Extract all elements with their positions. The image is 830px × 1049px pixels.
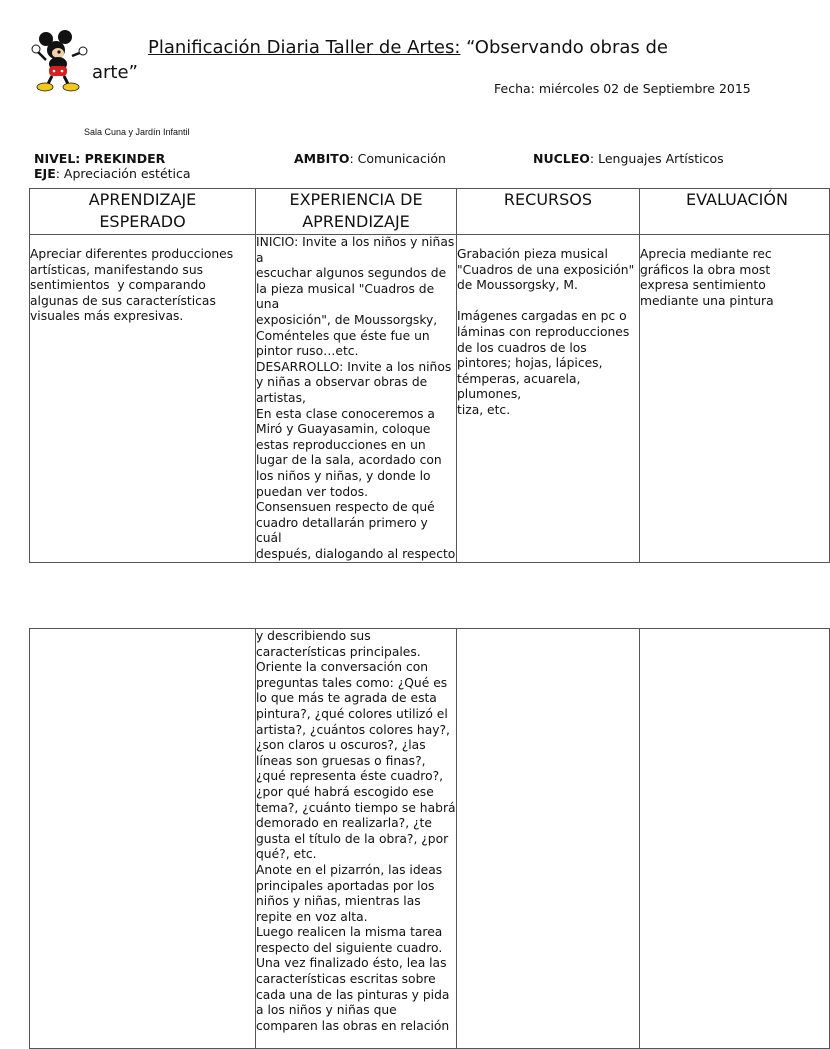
planning-table-page-1 — [29, 188, 830, 563]
evaluacion-cell-continued — [640, 629, 830, 1049]
recursos-cell-continued — [457, 629, 640, 1049]
eje-value: : Apreciación estética — [55, 166, 191, 181]
title-underlined: Planificación Diaria Taller de Artes: — [148, 37, 461, 58]
ambito-field — [294, 151, 446, 166]
table-row — [30, 235, 830, 563]
nucleo-field — [533, 151, 724, 166]
table-row — [30, 629, 830, 1049]
title-rest: “Observando obras de — [460, 37, 668, 58]
nivel-field — [34, 151, 165, 166]
ambito-label: AMBITO — [294, 151, 350, 166]
header-recursos: RECURSOS — [457, 189, 640, 235]
header-aprendizaje-esperado: APRENDIZAJE ESPERADO — [30, 189, 256, 235]
eje-label: EJE — [34, 166, 56, 181]
aprendizaje-cell-continued — [30, 629, 256, 1049]
eje-field — [34, 166, 191, 181]
nucleo-label: NUCLEO — [533, 151, 590, 166]
ambito-value: : Comunicación — [349, 151, 446, 166]
header-experiencia-aprendizaje: EXPERIENCIA DE APRENDIZAJE — [256, 189, 457, 235]
planning-table-page-2 — [29, 628, 830, 1049]
experiencia-cell: INICIO: Invite a los niños y niñas a escuchar algunos segundos de la pieza musical "Cuadros de una exposición", de Moussorgsky, Coménteles que éste fue un pintor ruso…etc. DESARROLLO: Invite a los niños y niñas a observar obras de artistas, En esta clase conoceremos a Miró y Guayasamin, coloque estas reproducciones en un lugar de la sala, acordado con los niños y niñas, y donde lo puedan ver todos. Consensuen respecto de qué cuadro detallarán primero y cuál después, dialogando al respecto — [256, 235, 457, 563]
evaluacion-cell: Aprecia mediante rec gráficos la obra most expresa sentimiento mediante una pintura — [640, 235, 830, 563]
institution-label: Sala Cuna y Jardín Infantil — [84, 127, 190, 137]
experiencia-cell-continued: y describiendo sus características principales. Oriente la conversación con preguntas tales como: ¿Qué es lo que más te agrada de esta pintura?, ¿qué colores utilizó el artista?, ¿cuántos colores hay?, ¿son claros u oscuros?, ¿las líneas son gruesas o finas?, ¿qué representa éste cuadro?, ¿por qué habrá escogido ese tema?, ¿cuánto tiempo se habrá demorado en realizarla?, ¿te gusta el título de la obra?, ¿por qué?, etc. Anote en el pizarrón, las ideas principales aportadas por los niños y niñas, mientras las repite en voz alta. Luego realicen la misma tarea respecto del siguiente cuadro. Una vez finalizado ésto, lea las características escritas sobre cada una de las pinturas y pida a los niños y niñas que comparen las obras en relación — [256, 629, 457, 1049]
document-title — [148, 36, 668, 60]
nivel-label: NIVEL: PREKINDER — [34, 151, 166, 166]
aprendizaje-cell: Apreciar diferentes producciones artísticas, manifestando sus sentimientos y comparando algunas de sus características visuales más expresivas. — [30, 235, 256, 563]
table-header-row — [30, 189, 830, 235]
mickey-mouse-logo — [32, 30, 88, 94]
header-evaluacion: EVALUACIÓN — [640, 189, 830, 235]
recursos-cell: Grabación pieza musical "Cuadros de una exposición" de Moussorgsky, M. Imágenes cargadas en pc o láminas con reproducciones de los cuadros de los pintores; hojas, lápices, témperas, acuarela, plumones, tiza, etc. — [457, 235, 640, 563]
date-label: Fecha: miércoles 02 de Septiembre 2015 — [494, 81, 751, 96]
title-line-2: arte” — [92, 62, 138, 83]
nucleo-value: : Lenguajes Artísticos — [589, 151, 724, 166]
